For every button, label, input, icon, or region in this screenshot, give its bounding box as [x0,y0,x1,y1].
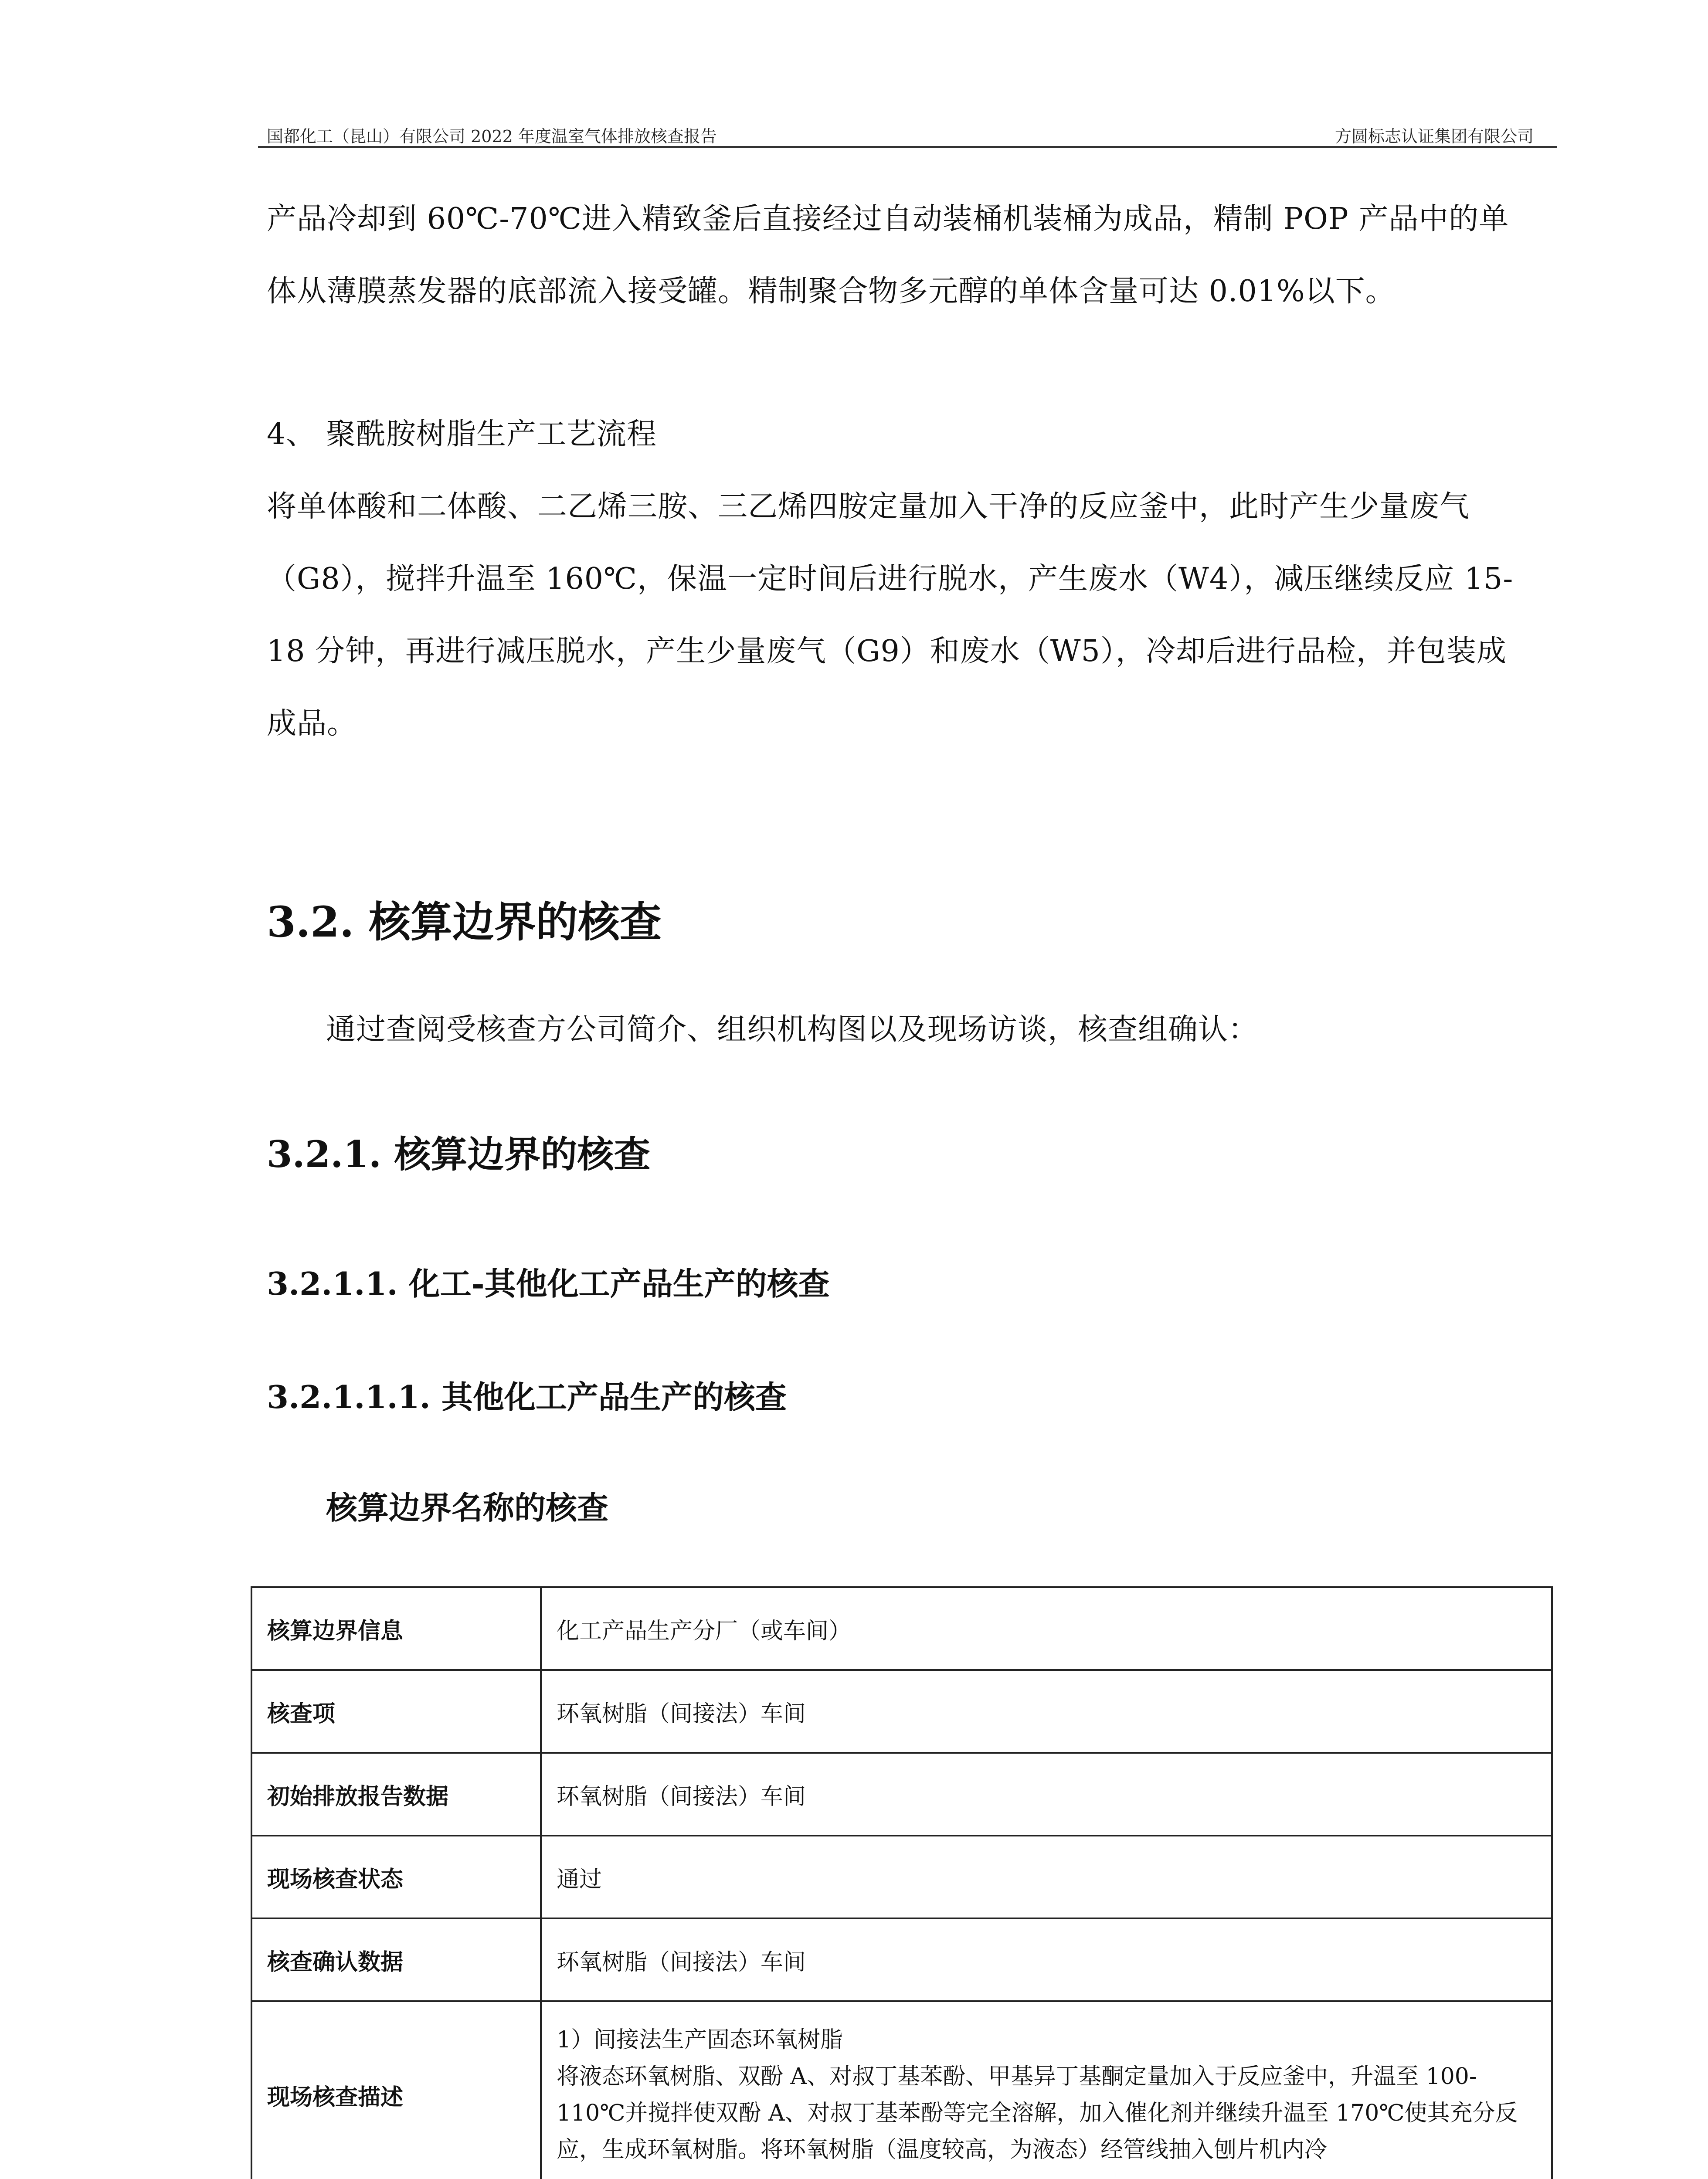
row-value: 化工产品生产分厂（或车间） [541,1587,1552,1670]
row-value: 环氧树脂（间接法）车间 [541,1918,1552,2001]
table-row [251,1918,1552,2001]
boundary-check-table [251,1586,1553,2179]
section-heading-3-2-1-1: 3.2.1.1. 化工-其他化工产品生产的核查 [267,1265,830,1302]
table-row-description [251,2001,1552,2179]
row-key: 核算边界信息 [251,1587,541,1670]
row-key: 现场核查状态 [251,1836,541,1918]
paragraph-polyamide-process: 将单体酸和二体酸、二乙烯三胺、三乙烯四胺定量加入干净的反应釜中，此时产生少量废气（G8），搅拌升温至 160℃，保温一定时间后进行脱水，产生废水（W4），减压继续反应 15-18 分钟，再进行减压脱水，产生少量废气（G9）和废水（W5），冷却后进行品检，并包装成成品。 [267,489,1514,741]
subsection-heading-boundary-name: 核算边界名称的核查 [326,1489,609,1526]
table-row [251,1587,1552,1670]
row-key: 现场核查描述 [251,2001,541,2179]
description-line-1: 1）间接法生产固态环氧树脂 [557,2027,843,2053]
section-heading-3-2: 3.2. 核算边界的核查 [267,897,662,947]
header-divider [258,146,1557,148]
intro-paragraph: 通过查阅受核查方公司简介、组织机构图以及现场访谈，核查组确认： [326,1012,1259,1047]
description-line-2: 将液态环氧树脂、双酚 A、对叔丁基苯酚、甲基异丁基酮定量加入于反应釜中，升温至 100-110℃并搅拌使双酚 A、对叔丁基苯酚等完全溶解，加入催化剂并继续升温至 170℃使其充分反应，生成环氧树脂。将环氧树脂（温度较高，为液态）经管线抽入刨片机内冷 [557,2064,1518,2163]
row-description-cell [541,2001,1552,2179]
section-heading-3-2-1: 3.2.1. 核算边界的核查 [267,1133,651,1176]
row-value: 环氧树脂（间接法）车间 [541,1670,1552,1753]
table-row [251,1753,1552,1836]
header-report-title: 国都化工（昆山）有限公司 2022 年度温室气体排放核查报告 [267,127,717,146]
header-company-name: 方圆标志认证集团有限公司 [1334,127,1534,146]
table-row [251,1836,1552,1918]
list-item-4-heading: 4、 聚酰胺树脂生产工艺流程 [267,417,657,451]
row-value: 通过 [541,1836,1552,1918]
row-key: 核查确认数据 [251,1918,541,2001]
row-value: 环氧树脂（间接法）车间 [541,1753,1552,1836]
row-key: 核查项 [251,1670,541,1753]
paragraph-pop-cooling: 产品冷却到 60℃-70℃进入精致釜后直接经过自动装桶机装桶为成品，精制 POP 产品中的单体从薄膜蒸发器的底部流入接受罐。精制聚合物多元醇的单体含量可达 0.01%以下。 [267,202,1509,309]
section-heading-3-2-1-1-1: 3.2.1.1.1. 其他化工产品生产的核查 [267,1378,787,1415]
row-key: 初始排放报告数据 [251,1753,541,1836]
table-row [251,1670,1552,1753]
